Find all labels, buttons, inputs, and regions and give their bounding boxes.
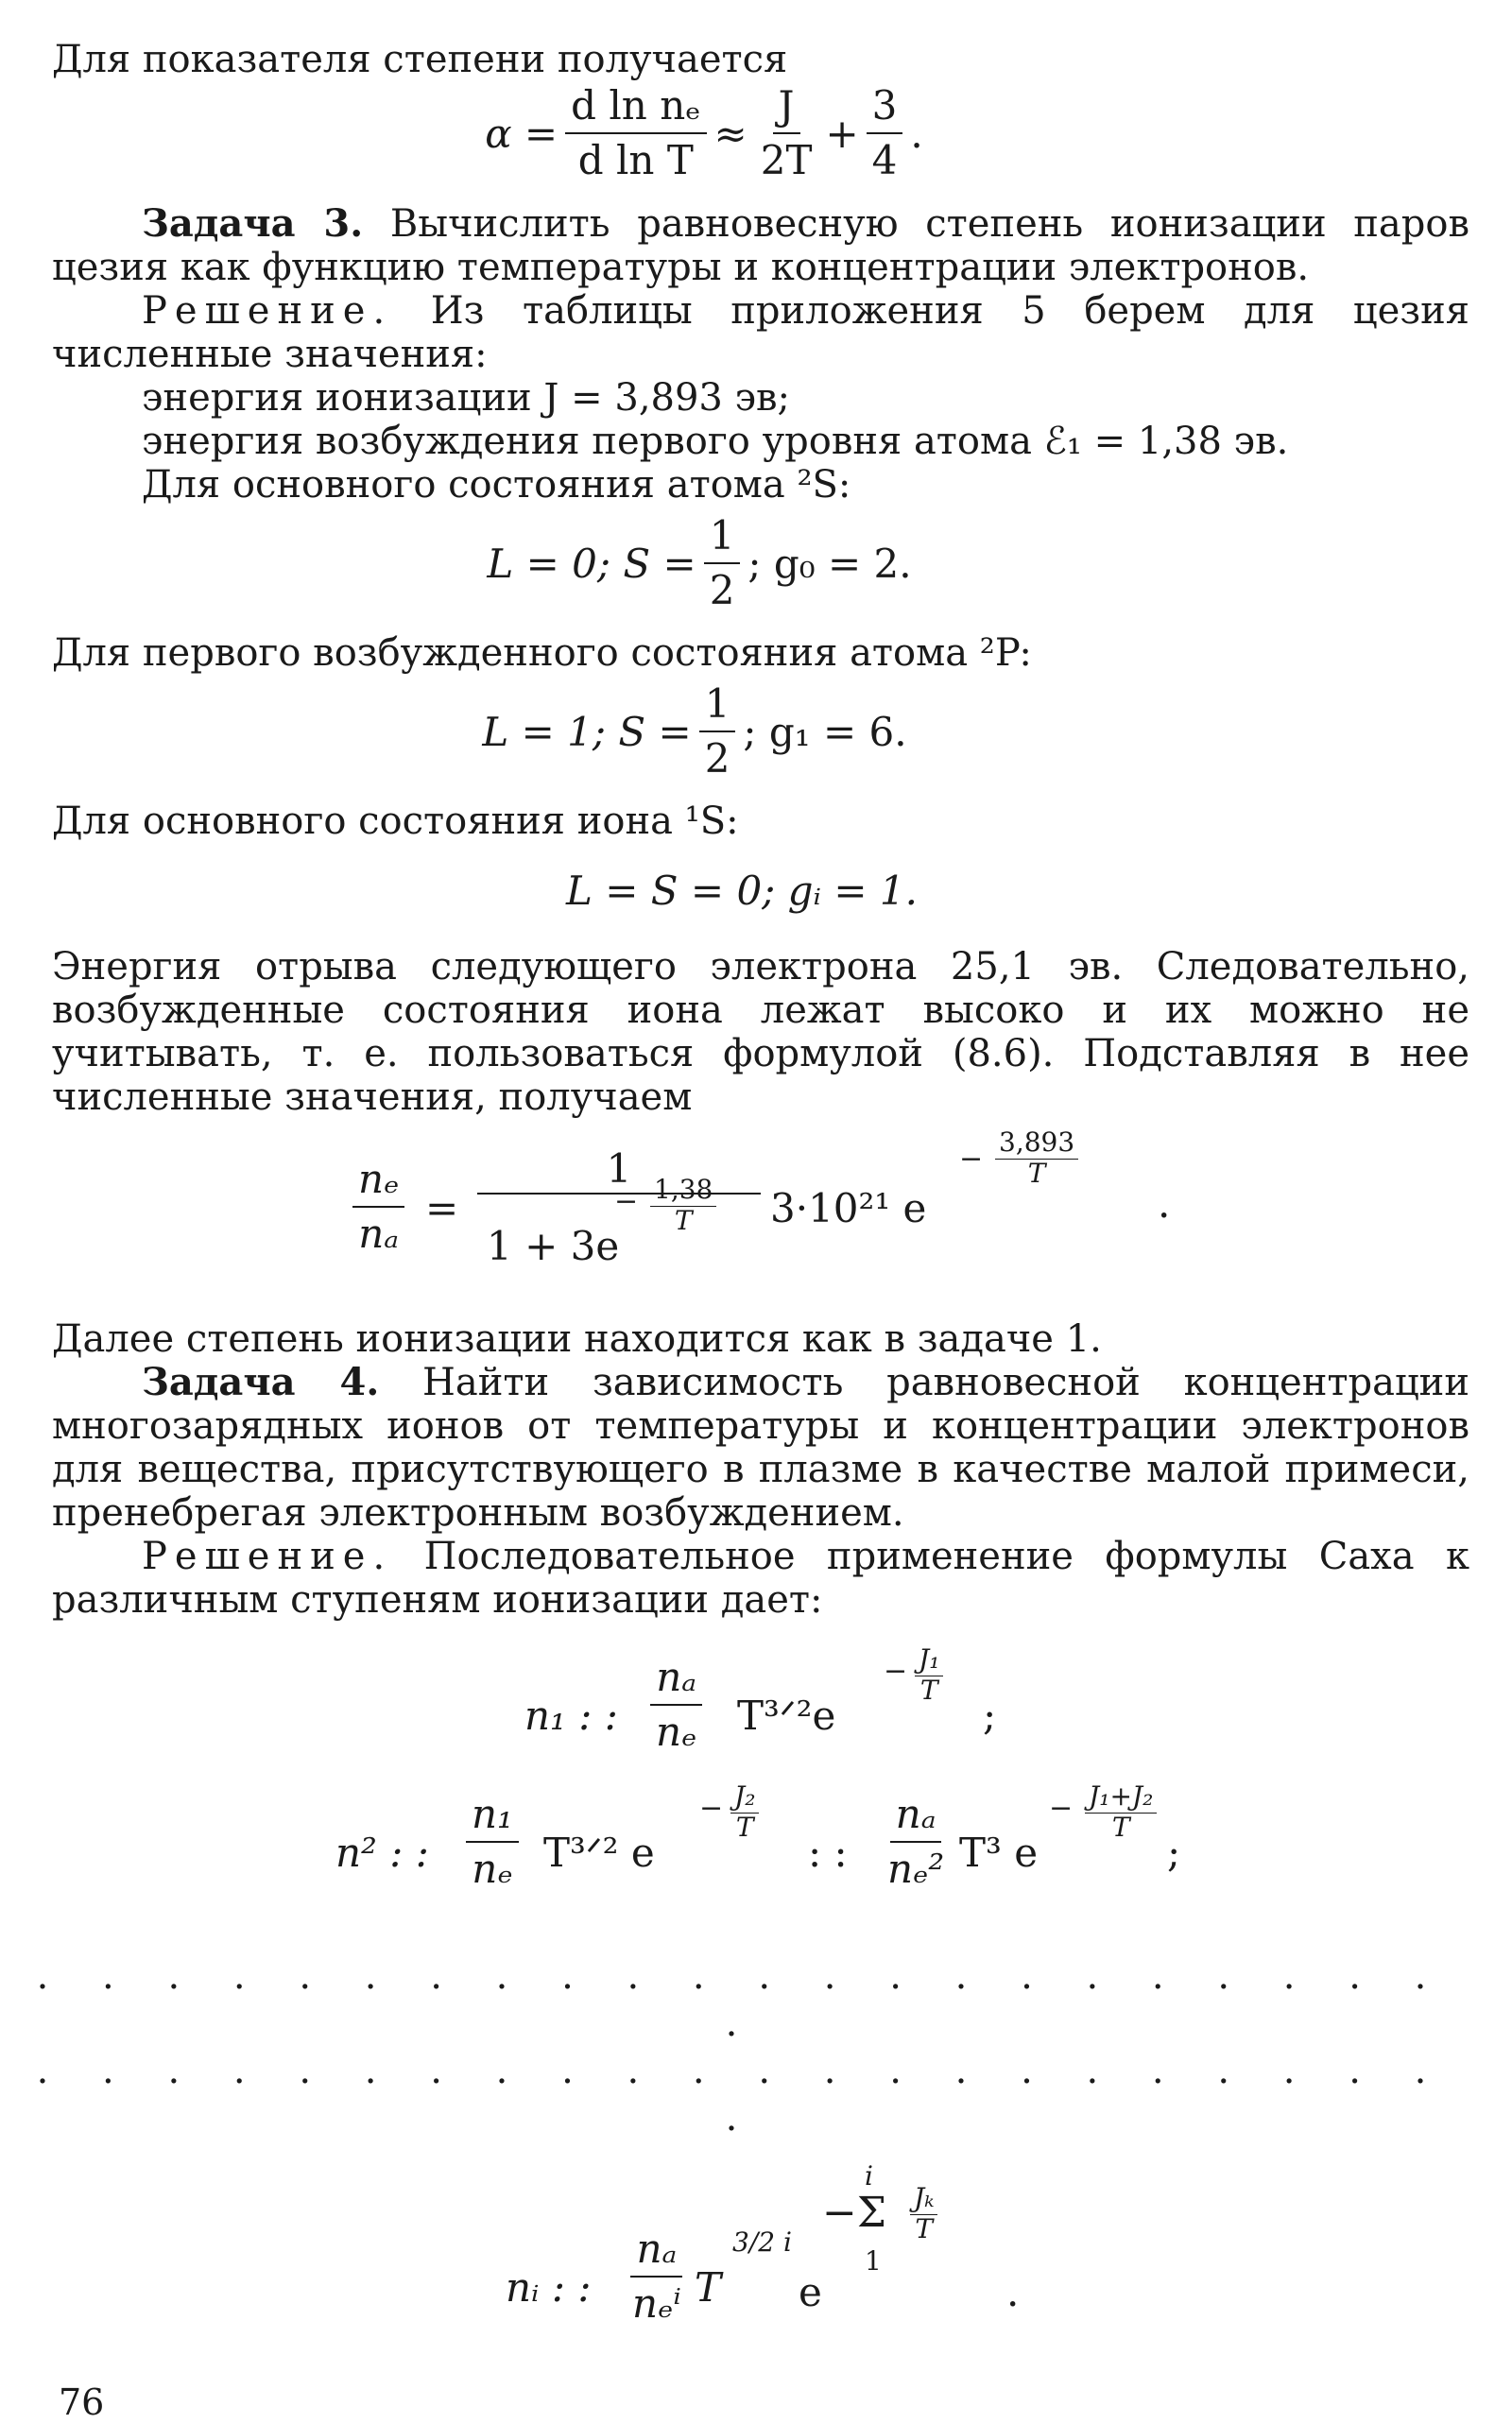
- n1-exp-frac: [915, 1645, 943, 1707]
- n2b-num: nₐ: [890, 1792, 942, 1843]
- ni-sum-bot: 1: [865, 2245, 882, 2277]
- n2-semi: ;: [1167, 1830, 1181, 1876]
- n2-exp-frac: [730, 1782, 759, 1844]
- formula-alpha: [0, 81, 1469, 185]
- alpha-frac: [565, 83, 706, 183]
- half-num-2: 1: [699, 681, 736, 732]
- n2-j2: J₂: [730, 1782, 759, 1814]
- alpha-3: 3: [867, 83, 903, 134]
- ni-sum-top: i: [865, 2160, 873, 2192]
- ground-ion-line: Для основного состояния иона ¹S:: [52, 799, 739, 843]
- intro-line: Для показателя степени получается: [52, 38, 788, 81]
- n2-colon: : :: [808, 1830, 848, 1876]
- ni-dot: .: [1006, 2269, 1020, 2315]
- alpha-plus: +: [825, 110, 859, 157]
- n1-exp-minus: −: [884, 1655, 908, 1688]
- task3-paragraph: [52, 202, 1469, 289]
- alpha-end: .: [910, 110, 923, 157]
- n1-semi: ;: [983, 1693, 997, 1739]
- solution4-body: Последовательное применение формулы Саха к различным ступеням ионизации дает:: [52, 1535, 1469, 1622]
- ratio-exp2-minus: −: [959, 1143, 984, 1176]
- formula-n2: [52, 1773, 1469, 1915]
- ni-jk-frac: [910, 2184, 937, 2245]
- page-number: 76: [59, 2381, 105, 2423]
- n2-t32: T³ᐟ² e: [543, 1830, 655, 1876]
- n2b-t: T: [1111, 1812, 1130, 1843]
- half-num: 1: [704, 513, 741, 564]
- further-line: Далее степень ионизации находится как в задаче 1.: [52, 1317, 1102, 1361]
- alpha-j: J: [773, 83, 800, 134]
- ni-sum: −Σ: [822, 2189, 886, 2237]
- n2b-exp-frac: [1085, 1782, 1157, 1844]
- ratio-one: 1: [477, 1145, 761, 1195]
- ratio-exp2-frac: [995, 1128, 1078, 1190]
- ni-num: nₐ: [630, 2226, 682, 2278]
- alpha-2t: 2T: [760, 137, 813, 183]
- task4-paragraph: [52, 1361, 1469, 1535]
- ground-atom-ls: L = 0; S =: [487, 540, 696, 587]
- first-excited-line: Для первого возбужденного состояния атома ²P:: [52, 631, 1032, 675]
- ratio-frac: [352, 1157, 404, 1257]
- next-electron-paragraph: Энергия отрыва следующего электрона 25,1 эв. Следовательно, возбужденные состояния иона лежат высоко и их можно не учитывать, т. е. пользоваться формулой (8.6). Подставляя в нее численные значения, получаем: [52, 945, 1469, 1119]
- ratio-mid: 3·10²¹ e: [770, 1185, 927, 1231]
- n2b-frac: [882, 1792, 950, 1892]
- ellipsis-row-2: . . . . . . . . . . . . . . . . . . . . . . .: [36, 2049, 1448, 2140]
- n2-t3: T³ e: [959, 1830, 1039, 1876]
- solution3-heading: Решение.: [142, 289, 393, 333]
- n2-exp-minus: −: [699, 1792, 724, 1825]
- ratio-exp1-minus: −: [614, 1185, 639, 1218]
- ground-atom-line: Для основного состояния атома ²S:: [142, 463, 851, 507]
- alpha-den: d ln T: [577, 137, 694, 183]
- ground-atom-g: ; g₀ = 2.: [747, 540, 912, 587]
- n2-t: T: [735, 1812, 754, 1843]
- ratio-eq: =: [425, 1185, 459, 1231]
- n1-t: T: [919, 1675, 938, 1706]
- ratio-den: nₐ: [358, 1211, 400, 1257]
- alpha-lhs: α =: [485, 110, 558, 157]
- formula-ratio: [52, 1128, 1469, 1317]
- ni-den: nₑⁱ: [632, 2280, 681, 2327]
- formula-n1: [52, 1641, 1469, 1773]
- excited-half-frac: [699, 681, 736, 782]
- ratio-dot: .: [1158, 1180, 1171, 1227]
- half-den-2: 2: [704, 735, 730, 782]
- solution3-paragraph: [52, 289, 1469, 376]
- ratio-num: nₑ: [352, 1157, 404, 1208]
- solution4-paragraph: [52, 1535, 1469, 1622]
- ni-T: T: [695, 2264, 722, 2311]
- energy-ionization-line: энергия ионизации J = 3,893 эв;: [142, 376, 790, 420]
- excited-g: ; g₁ = 6.: [743, 708, 907, 755]
- ni-exp: 3/2 i: [732, 2226, 792, 2258]
- ni-e: e: [799, 2269, 822, 2315]
- n2-num: n₁: [466, 1792, 519, 1843]
- ratio-denominator: [487, 1174, 713, 1269]
- n1-den: nₑ: [656, 1709, 697, 1755]
- formula-ni: [52, 2160, 1469, 2349]
- n2b-den: nₑ²: [887, 1846, 945, 1892]
- exp2-num: 3,893: [995, 1128, 1078, 1160]
- alpha-j-frac: [755, 83, 818, 183]
- exp1-den: T: [674, 1205, 693, 1236]
- formula-ground-atom: [0, 507, 1469, 620]
- solution4-heading: Решение.: [142, 1535, 393, 1578]
- exp2-den: T: [1027, 1158, 1046, 1189]
- alpha-4: 4: [871, 137, 898, 183]
- ni-jk-t: T: [915, 2213, 934, 2244]
- ellipsis-row-1: . . . . . . . . . . . . . . . . . . . . . . .: [36, 1954, 1448, 2045]
- n1-num: nₐ: [650, 1655, 702, 1706]
- formula-ground-ion: [14, 843, 1469, 937]
- energy-excitation-line: энергия возбуждения первого уровня атома ℰ₁ = 1,38 эв.: [142, 420, 1289, 463]
- excited-ls: L = 1; S =: [482, 708, 692, 755]
- half-den: 2: [709, 567, 735, 613]
- alpha-num: d ln nₑ: [565, 83, 706, 134]
- ratio-exp1-frac: [650, 1176, 716, 1237]
- alpha-approx: ≈: [713, 110, 747, 157]
- n2b-j12: J₁+J₂: [1085, 1782, 1157, 1814]
- task4-body: Найти зависимость равновесной концентрации многозарядных ионов от температуры и концентрации электронов для вещества, присутствующего в плазме в качестве малой примеси, пренебрегая электронным возбуждением.: [52, 1361, 1469, 1535]
- ni-lhs: nᵢ : :: [506, 2264, 592, 2311]
- task4-heading: Задача 4.: [142, 1360, 380, 1404]
- n1-j1: J₁: [915, 1645, 943, 1676]
- exp1-num: 1,38: [650, 1176, 716, 1207]
- n1-lhs: n₁ : :: [524, 1693, 618, 1739]
- n2-den: nₑ: [472, 1846, 513, 1892]
- ratio-denom-text: 1 + 3e: [487, 1223, 620, 1269]
- formula-first-excited: [0, 675, 1469, 788]
- ni-frac: [627, 2226, 687, 2327]
- alpha-34-frac: [867, 83, 903, 183]
- page-body: [36, 38, 1469, 2349]
- ni-jk: Jₖ: [910, 2184, 937, 2215]
- n2b-exp-minus: −: [1049, 1792, 1074, 1825]
- n1-t32: T³ᐟ²e: [737, 1693, 836, 1739]
- n2-frac: [466, 1792, 519, 1892]
- task3-heading: Задача 3.: [142, 201, 364, 246]
- ground-ion-formula: L = S = 0; gᵢ = 1.: [566, 867, 918, 914]
- n2-lhs: n² : :: [335, 1830, 429, 1876]
- n1-frac: [650, 1655, 702, 1755]
- ground-half-frac: [704, 513, 741, 613]
- task3-body: Вычислить равновесную степень ионизации паров цезия как функцию температуры и концентрации электронов.: [52, 202, 1469, 289]
- solution3-body: Из таблицы приложения 5 берем для цезия численные значения:: [52, 289, 1469, 376]
